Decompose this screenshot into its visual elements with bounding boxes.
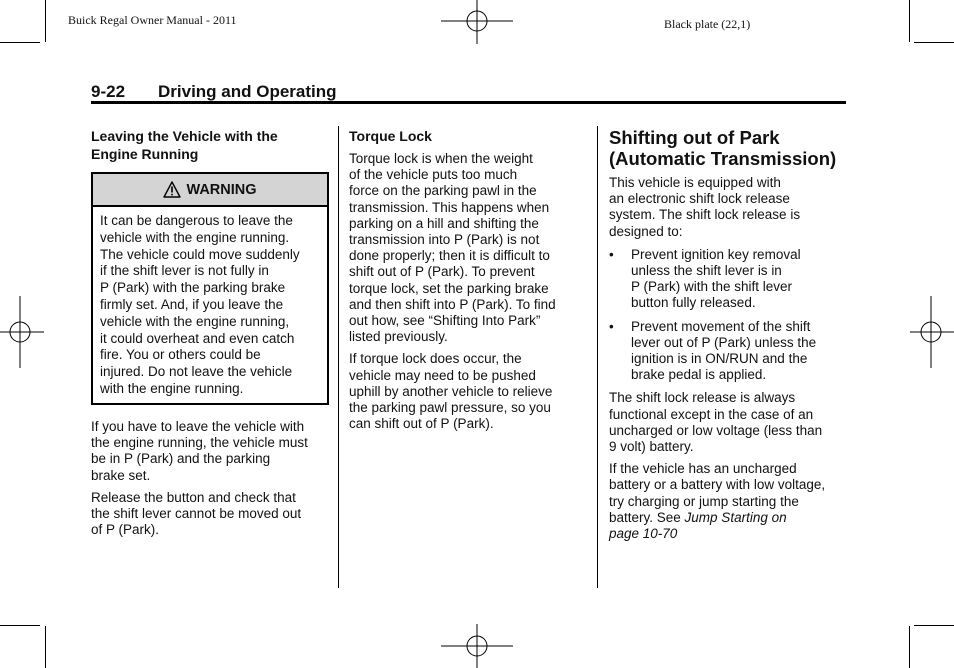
jump-starting-link[interactable]: Jump Starting on page 10-70 bbox=[609, 509, 787, 542]
registration-mark-top bbox=[441, 0, 513, 44]
column-2 bbox=[349, 127, 589, 438]
paragraph: This vehicle is equipped with an electronic shift lock release system. The shift lock release is designed to: bbox=[609, 175, 801, 239]
column-1 bbox=[91, 127, 331, 169]
warning-header bbox=[93, 174, 327, 207]
shifting-heading: Shifting out of Park (Automatic Transmission) bbox=[609, 127, 837, 169]
paragraph-text: If the vehicle has an uncharged battery or a battery with low voltage, try charging or jump starting the battery. See bbox=[609, 461, 826, 525]
paragraph: Release the button and check that the shift lever cannot be moved out of P (Park). bbox=[91, 489, 302, 538]
paragraph: The shift lock release is always functional except in the case of an uncharged or low voltage (less than 9 volt) battery. bbox=[609, 390, 823, 455]
list-item: • Prevent movement of the shift lever out of P (Park) unless the ignition is in ON/RUN and the brake pedal is applied. bbox=[609, 319, 854, 384]
column-3 bbox=[609, 127, 854, 548]
torque-lock-heading: Torque Lock bbox=[349, 128, 432, 144]
paragraph: If torque lock does occur, the vehicle may need to be pushed uphill by another vehicle to relieve the parking pawl pressure, so you can shift out of P (Park). bbox=[349, 351, 553, 432]
registration-mark-left bbox=[0, 296, 44, 368]
section-heading bbox=[91, 82, 846, 102]
column-1-body bbox=[91, 419, 331, 544]
page-number: 9-22 bbox=[91, 82, 126, 101]
section-title: Driving and Operating bbox=[158, 82, 337, 101]
paragraph-jump-start bbox=[609, 461, 854, 542]
warning-label: WARNING bbox=[186, 181, 257, 198]
warning-text: It can be dangerous to leave the vehicle with the engine running. The vehicle could move suddenly if the shift lever is not fully in P (Park) with the parking brake firmly set. And, if you leave the vehicle with the engine running, it could overheat and even catch fire. You or others could be injured. Do not leave the vehicle with the engine running. bbox=[100, 213, 300, 396]
paragraph: Torque lock is when the weight of the vehicle puts too much force on the parking pawl in the transmission. This happens when parking on a hill and shifting the transmission into P (Park) is not done properly; then it is difficult to shift out of P (Park). To prevent torque lock, set the parking brake and then shift into P (Park). To find out how, see “Shifting Into Park” listed previously. bbox=[349, 151, 556, 345]
list-item: • Prevent ignition key removal unless the shift lever is in P (Park) with the shift lever button fully released. bbox=[609, 247, 854, 312]
registration-mark-right bbox=[910, 296, 954, 368]
bullet-list bbox=[609, 247, 854, 384]
column-divider-2 bbox=[597, 126, 598, 588]
manual-title: Buick Regal Owner Manual - 2011 bbox=[68, 13, 237, 27]
plate-label: Black plate (22,1) bbox=[664, 17, 751, 31]
column-divider-1 bbox=[338, 126, 339, 588]
warning-icon bbox=[163, 181, 181, 198]
leaving-vehicle-heading: Leaving the Vehicle with the Engine Running bbox=[91, 128, 278, 162]
warning-box bbox=[91, 172, 329, 405]
paragraph: If you have to leave the vehicle with the engine running, the vehicle must be in P (Park) and the parking brake set. bbox=[91, 419, 308, 483]
heading-rule bbox=[91, 101, 846, 104]
registration-mark-bottom bbox=[441, 624, 513, 668]
